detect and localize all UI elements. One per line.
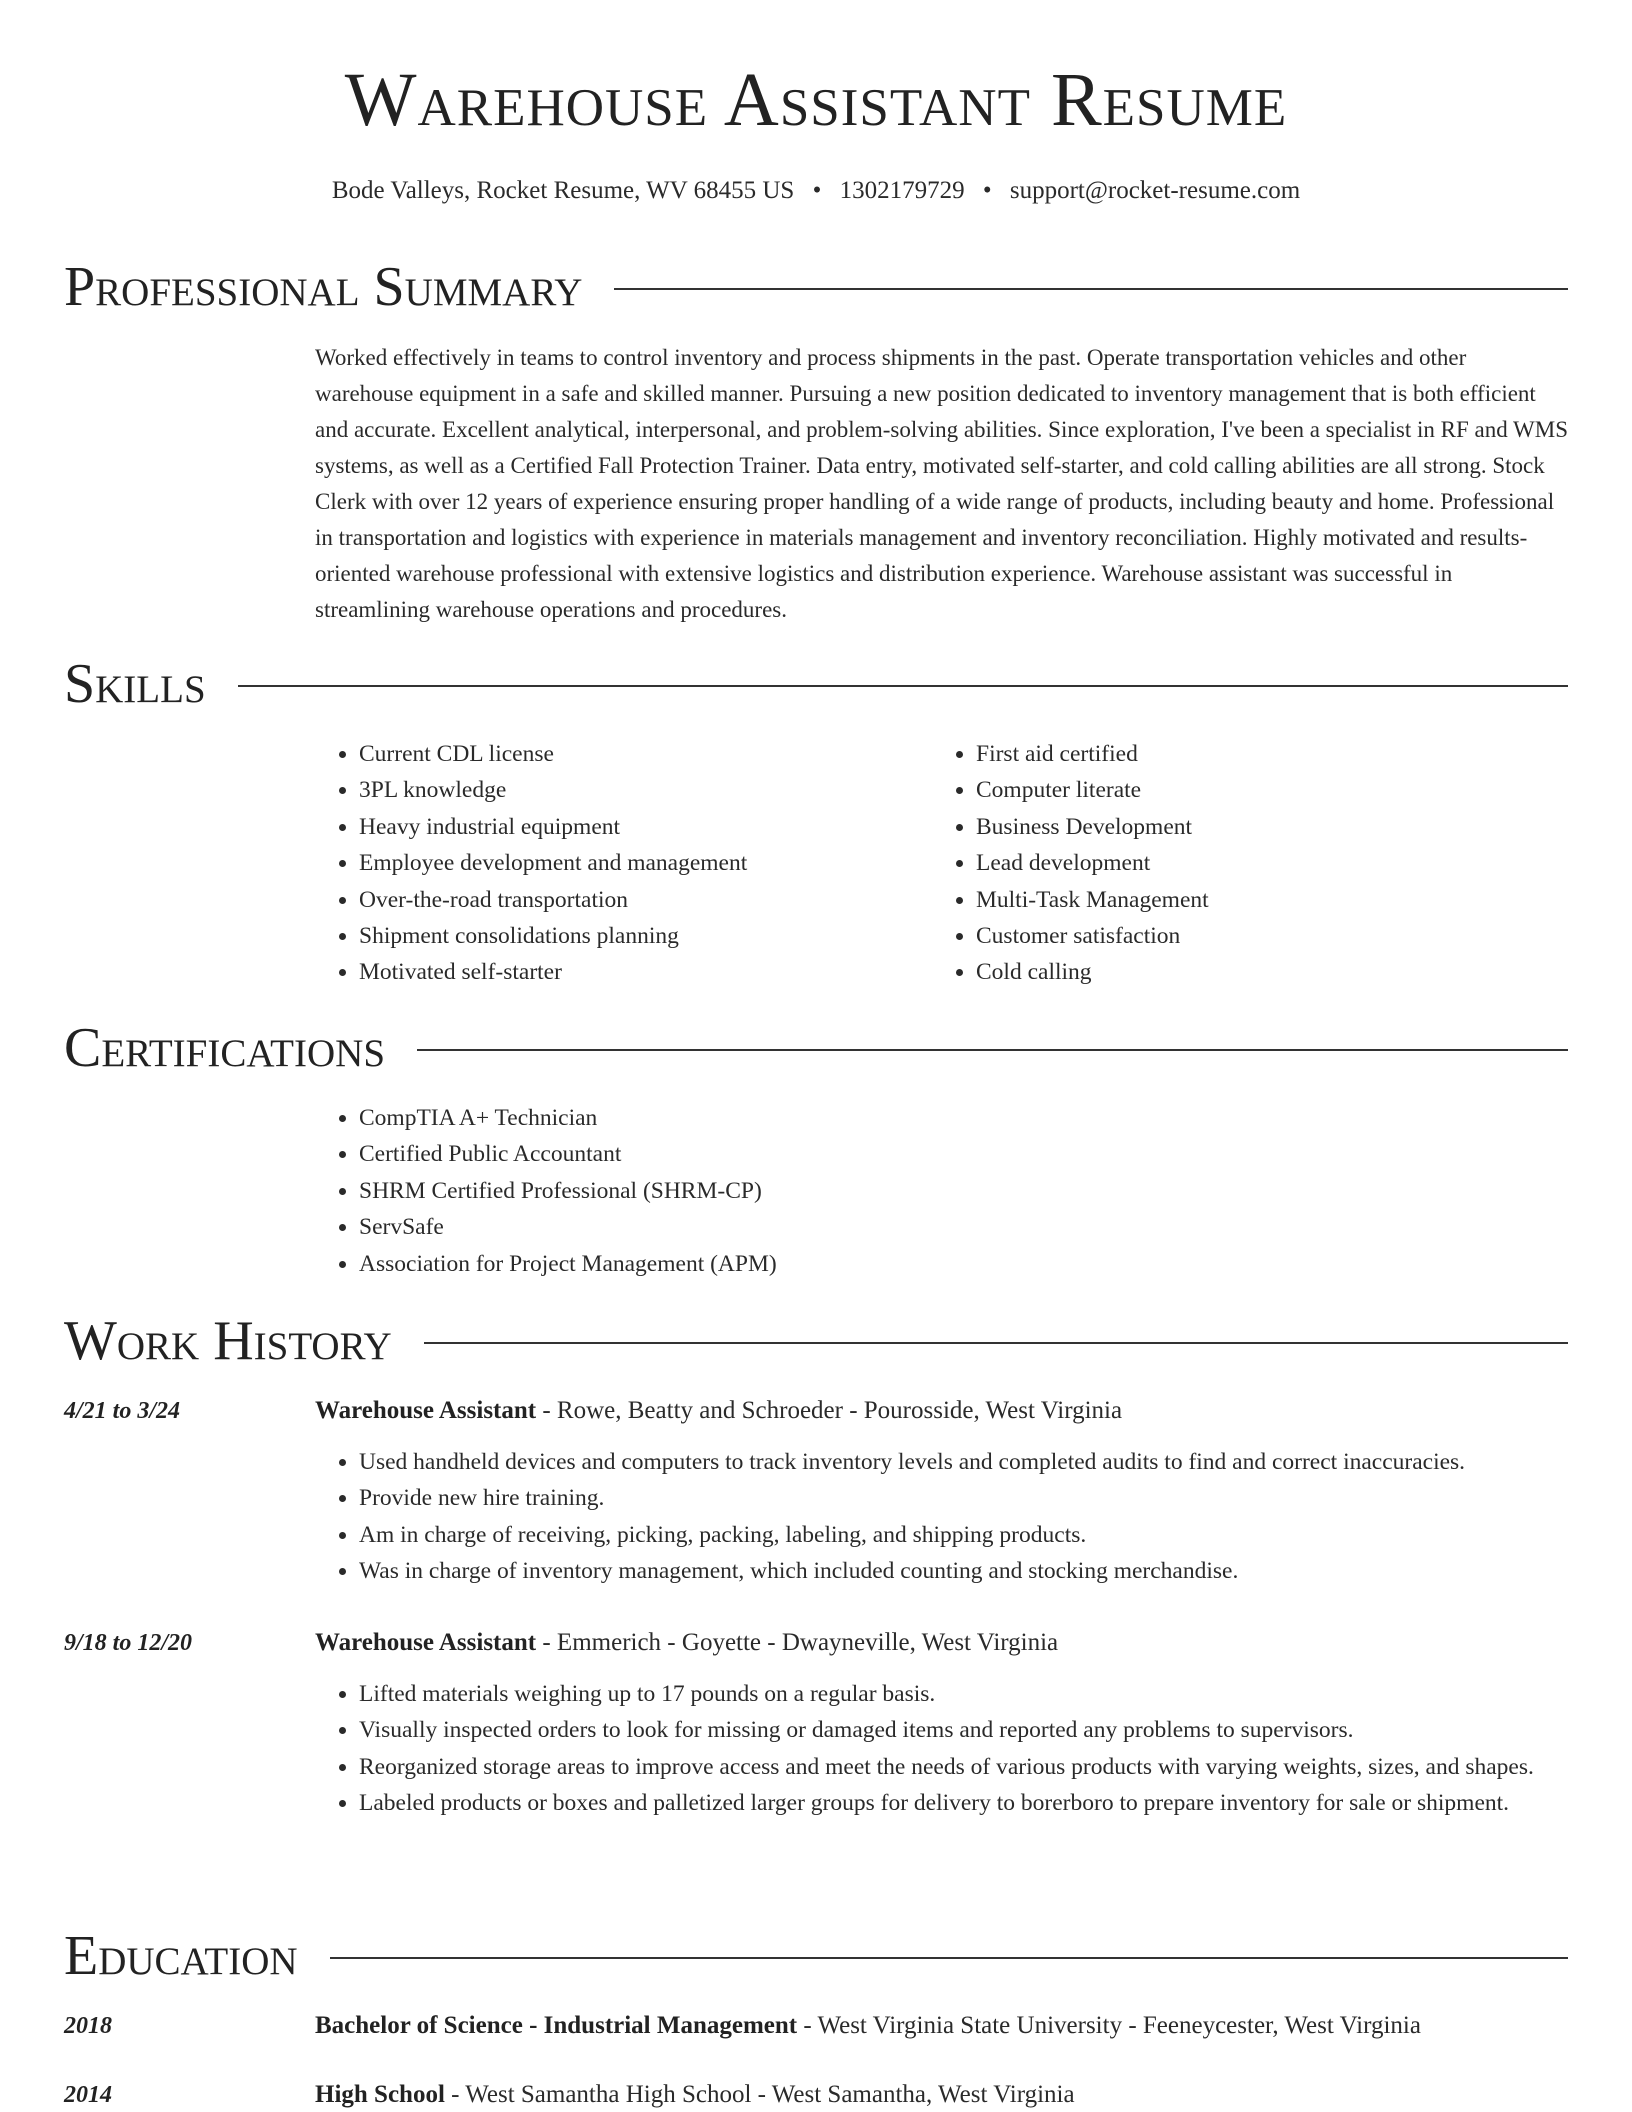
responsibility-item: • Visually inspected orders to look for missing or damaged items and reported any problems to supervisors.: [359, 1712, 1568, 1748]
skill-item: • 3PL knowledge: [359, 772, 895, 808]
section-header-work-history: [64, 1311, 1568, 1371]
skill-item: • First aid certified: [976, 736, 1512, 772]
contact-line: [0, 176, 1632, 206]
education-degree: High School: [315, 2081, 445, 2108]
responsibility-item: • Am in charge of receiving, picking, packing, labeling, and shipping products.: [359, 1517, 1568, 1553]
responsibility-item: • Reorganized storage areas to improve access and meet the needs of various products with varying weights, sizes, and shapes.: [359, 1749, 1568, 1785]
education-year: 2014: [64, 2082, 112, 2108]
contact-phone: 1302179729: [839, 177, 965, 204]
section-header-certifications: [64, 1018, 1568, 1078]
section-title-work-history: Work History: [64, 1310, 392, 1372]
responsibility-item: • Labeled products or boxes and palletized larger groups for delivery to borerboro to prepare inventory for sale or shipment.: [359, 1785, 1568, 1821]
skill-item: • Cold calling: [976, 954, 1512, 990]
section-title-skills: Skills: [64, 653, 206, 715]
job-title: Warehouse Assistant: [315, 1629, 537, 1656]
skills-column-right: [932, 736, 1512, 991]
certification-item: • SHRM Certified Professional (SHRM-CP): [359, 1173, 1315, 1209]
contact-address: Bode Valleys, Rocket Resume, WV 68455 US: [331, 177, 795, 204]
section-divider: [238, 685, 1568, 687]
resume-title: Warehouse Assistant Resume: [344, 58, 1288, 142]
job-employer-location: - Rowe, Beatty and Schroeder - Pourosside, West Virginia: [536, 1397, 1123, 1424]
contact-email: support@rocket-resume.com: [1009, 177, 1301, 204]
responsibility-item: • Used handheld devices and computers to track inventory levels and completed audits to find and correct inaccuracies.: [359, 1444, 1568, 1480]
job-heading: [315, 1394, 1568, 1428]
certification-item: • Association for Project Management (APM): [359, 1246, 1315, 1282]
skill-item: • Multi-Task Management: [976, 882, 1512, 918]
summary-paragraph: Worked effectively in teams to control inventory and process shipments in the past. Operate transportation vehicles and other warehouse equipment in a safe and skilled manner. Pursuing a new position dedicated to inventory management that is both efficient and accurate. Excellent analytical, interpersonal, and problem-solving abilities. Since exploration, I've been a specialist in RF and WMS systems, as well as a Certified Fall Protection Trainer. Data entry, motivated self-starter, and cold calling abilities are all strong. Stock Clerk with over 12 years of experience ensuring proper handling of a wide range of products, including beauty and home. Professional in transportation and logistics with experience in materials management and inventory reconciliation. Highly motivated and results-oriented warehouse professional with extensive logistics and distribution experience. Warehouse assistant was successful in streamlining warehouse operations and procedures.: [315, 345, 1569, 622]
job-employer-location: - Emmerich - Goyette - Dwayneville, West Virginia: [536, 1629, 1059, 1656]
job-dates: 4/21 to 3/24: [64, 1398, 181, 1424]
contact-separator: •: [982, 177, 992, 204]
certification-item: • Certified Public Accountant: [359, 1136, 1315, 1172]
skill-item: • Computer literate: [976, 772, 1512, 808]
education-school-location: - West Virginia State University - Feeneycester, West Virginia: [797, 2012, 1421, 2039]
job-responsibilities: [315, 1676, 1568, 1822]
education-degree: Bachelor of Science - Industrial Management: [315, 2012, 798, 2039]
section-header-education: [64, 1926, 1568, 1986]
skill-item: • Business Development: [976, 809, 1512, 845]
skill-item: • Shipment consolidations planning: [359, 918, 895, 954]
section-title-certifications: Certifications: [64, 1017, 386, 1079]
skill-item: • Lead development: [976, 845, 1512, 881]
section-title-summary: Professional Summary: [64, 256, 583, 318]
skill-item: • Heavy industrial equipment: [359, 809, 895, 845]
section-divider: [330, 1957, 1568, 1959]
job-title: Warehouse Assistant: [315, 1397, 537, 1424]
skill-item: • Customer satisfaction: [976, 918, 1512, 954]
education-school-location: - West Samantha High School - West Samantha, West Virginia: [444, 2081, 1075, 2108]
contact-separator: •: [812, 177, 822, 204]
skill-item: • Current CDL license: [359, 736, 895, 772]
education-year: 2018: [64, 2013, 112, 2039]
skill-item: • Over-the-road transportation: [359, 882, 895, 918]
section-title-education: Education: [64, 1925, 298, 1987]
certifications-list: [315, 1100, 1315, 1282]
education-entry: [315, 2078, 1568, 2112]
section-divider: [424, 1342, 1568, 1344]
skill-item: • Employee development and management: [359, 845, 895, 881]
job-heading: [315, 1626, 1568, 1660]
education-entry: [315, 2009, 1568, 2043]
certification-item: • ServSafe: [359, 1209, 1315, 1245]
skills-column-left: [315, 736, 895, 991]
skill-item: • Motivated self-starter: [359, 954, 895, 990]
job-responsibilities: [315, 1444, 1568, 1590]
section-header-skills: [64, 654, 1568, 714]
certification-item: • CompTIA A+ Technician: [359, 1100, 1315, 1136]
section-header-summary: [64, 257, 1568, 317]
job-dates: 9/18 to 12/20: [64, 1630, 193, 1656]
responsibility-item: • Was in charge of inventory management, which included counting and stocking merchandise.: [359, 1553, 1568, 1589]
section-divider: [417, 1049, 1568, 1051]
responsibility-item: • Lifted materials weighing up to 17 pounds on a regular basis.: [359, 1676, 1568, 1712]
section-divider: [614, 288, 1568, 290]
responsibility-item: • Provide new hire training.: [359, 1480, 1568, 1516]
